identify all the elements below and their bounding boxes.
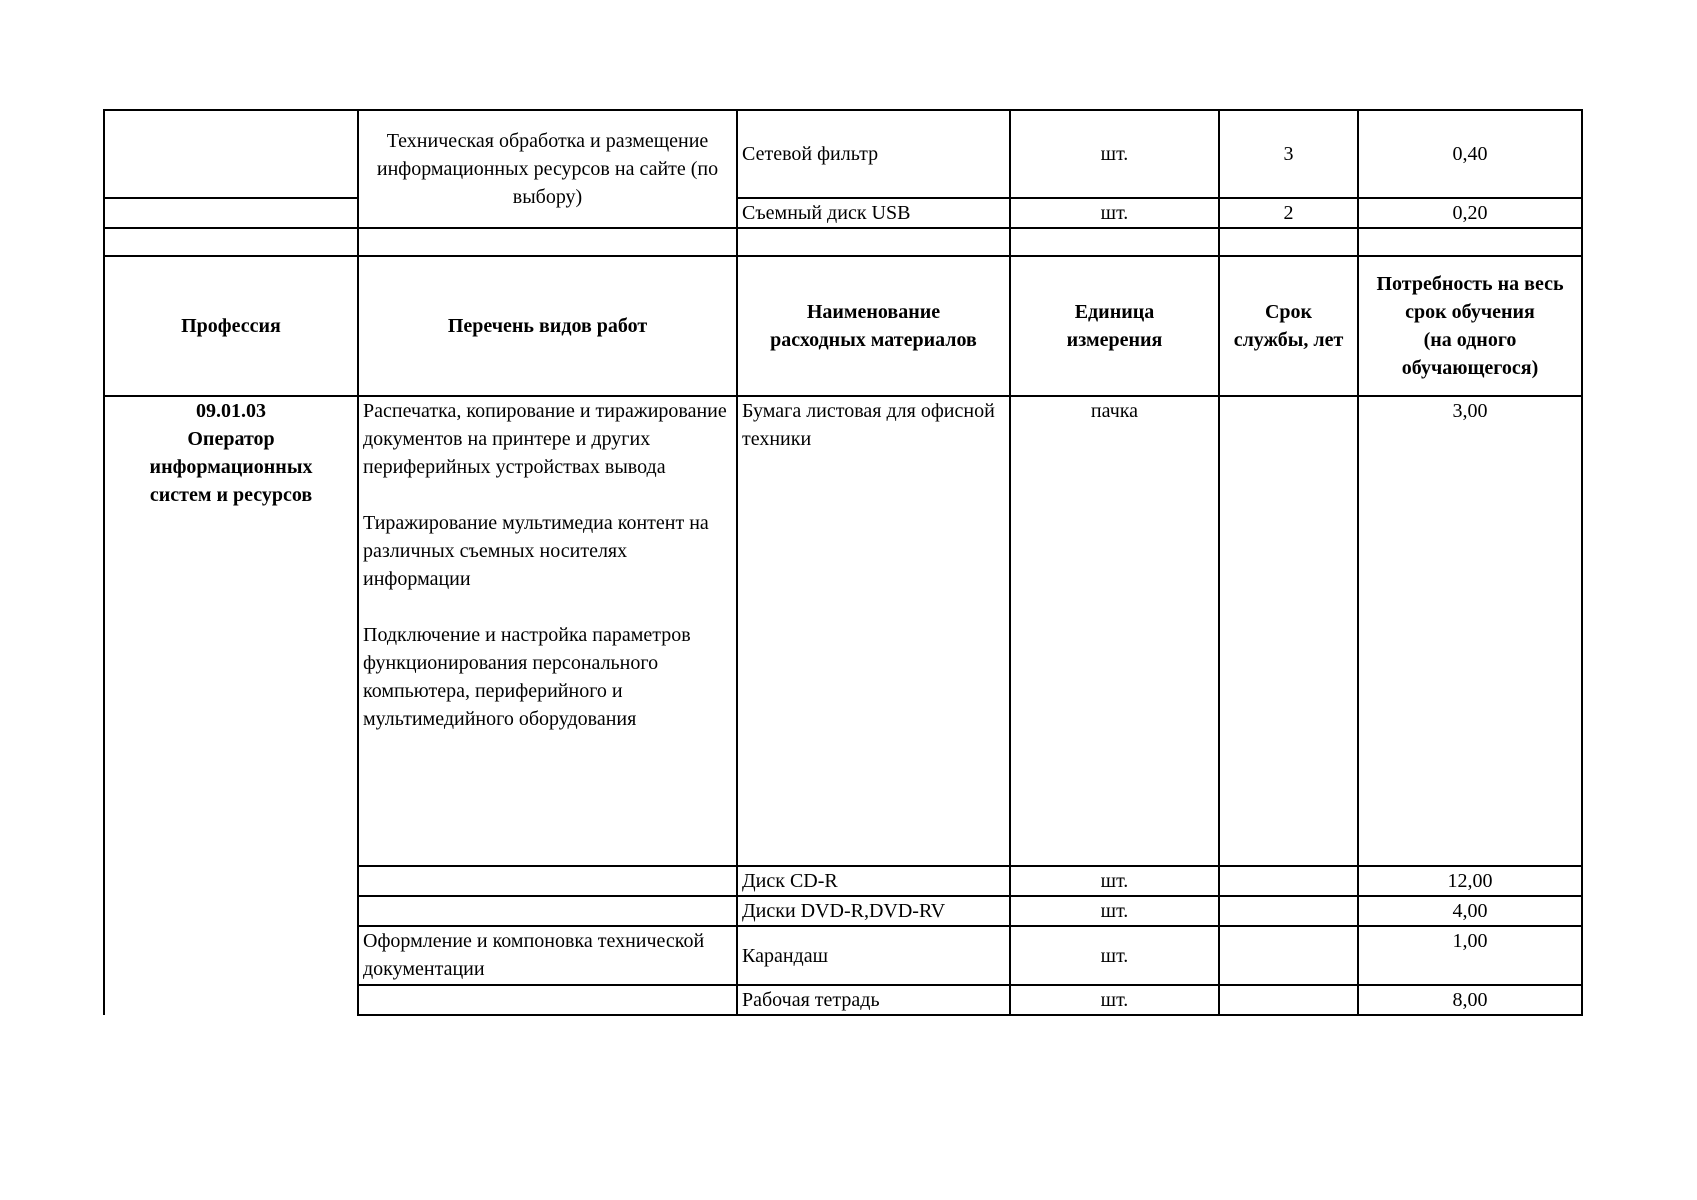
table-row <box>104 110 1582 198</box>
header-material: Наименование расходных материалов <box>737 256 1010 396</box>
need-cell: 3,00 <box>1358 396 1582 866</box>
work-item: Подключение и настройка параметров функционирования персонального компьютера, периферийного и мультимедийного оборудования <box>363 624 691 730</box>
term-cell <box>1219 896 1358 926</box>
table-row <box>104 198 1582 228</box>
material-name-cell: Диск CD-R <box>737 866 1010 896</box>
work-cell: Оформление и компоновка технической документации <box>358 926 737 985</box>
work-cell <box>358 866 737 896</box>
work-cell <box>358 896 737 926</box>
term-cell <box>1219 396 1358 866</box>
need-cell: 1,00 <box>1358 926 1582 985</box>
unit-cell: шт. <box>1010 198 1219 228</box>
term-cell <box>1219 926 1358 985</box>
profession-cell <box>104 396 358 1015</box>
term-cell <box>1219 866 1358 896</box>
material-name-cell: Сетевой фильтр <box>737 110 1010 198</box>
work-cell <box>358 396 737 866</box>
header-row <box>104 256 1582 396</box>
unit-cell: шт. <box>1010 985 1219 1015</box>
need-cell: 4,00 <box>1358 896 1582 926</box>
material-name-cell: Карандаш <box>737 926 1010 985</box>
header-term: Срок службы, лет <box>1219 256 1358 396</box>
header-need: Потребность на весь срок обучения (на одного обучающегося) <box>1358 256 1582 396</box>
unit-cell: пачка <box>1010 396 1219 866</box>
term-cell: 3 <box>1219 110 1358 198</box>
profession-name: Оператор информационных систем и ресурсов <box>149 428 313 506</box>
materials-table-page <box>103 109 1581 1016</box>
work-item: Распечатка, копирование и тиражирование документов на принтере и других периферийных устройствах вывода <box>363 400 727 478</box>
profession-cell-empty <box>104 110 358 198</box>
header-profession: Профессия <box>104 256 358 396</box>
term-cell: 2 <box>1219 198 1358 228</box>
header-works: Перечень видов работ <box>358 256 737 396</box>
need-cell: 0,40 <box>1358 110 1582 198</box>
need-cell: 12,00 <box>1358 866 1582 896</box>
header-unit: Единица измерения <box>1010 256 1219 396</box>
material-name-cell: Бумага листовая для офисной техники <box>737 396 1010 866</box>
profession-cell-empty <box>104 198 358 228</box>
profession-code: 09.01.03 <box>196 400 266 422</box>
unit-cell: шт. <box>1010 896 1219 926</box>
need-cell: 8,00 <box>1358 985 1582 1015</box>
spacer-row <box>104 228 1582 256</box>
table-row <box>104 396 1582 866</box>
work-cell: Техническая обработка и размещение информационных ресурсов на сайте (по выбору) <box>358 110 737 228</box>
unit-cell: шт. <box>1010 926 1219 985</box>
materials-table <box>103 109 1583 1016</box>
material-name-cell: Диски DVD-R,DVD-RV <box>737 896 1010 926</box>
need-cell: 0,20 <box>1358 198 1582 228</box>
unit-cell: шт. <box>1010 866 1219 896</box>
work-item: Тиражирование мультимедиа контент на различных съемных носителях информации <box>363 512 709 590</box>
material-name-cell: Съемный диск USB <box>737 198 1010 228</box>
term-cell <box>1219 985 1358 1015</box>
work-cell <box>358 985 737 1015</box>
material-name-cell: Рабочая тетрадь <box>737 985 1010 1015</box>
unit-cell: шт. <box>1010 110 1219 198</box>
